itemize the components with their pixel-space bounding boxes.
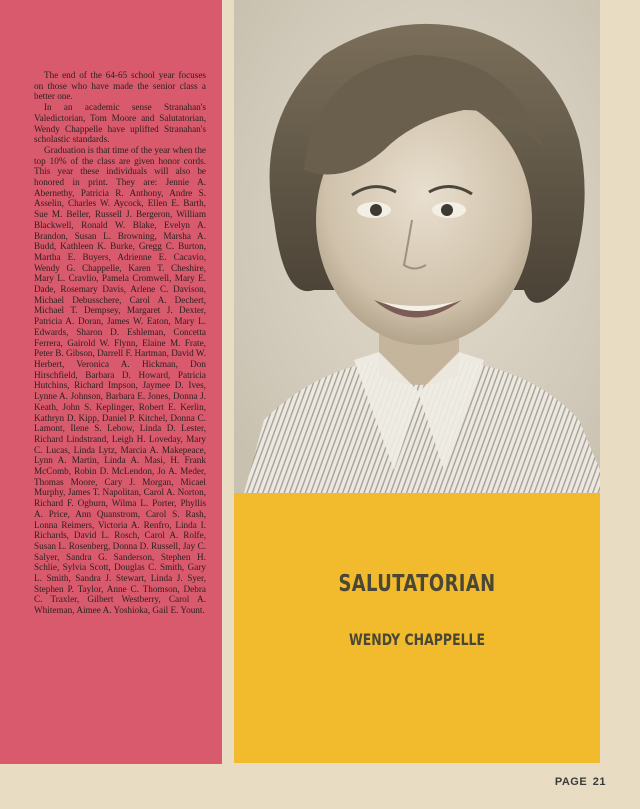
feature-title: SALUTATORIAN (338, 571, 496, 597)
page-number-value: 21 (592, 776, 606, 788)
article-paragraph-1: The end of the 64-65 school year focuses on those who have made the senior class a better one. (34, 70, 206, 102)
article-paragraph-2: In an academic sense Stranahan's Valedictorian, Tom Moore and Salutatorian, Wendy Chappelle have uplifted Stranahan's scholastic standards. (34, 102, 206, 145)
portrait-photo (234, 0, 600, 493)
honor-article (34, 70, 206, 616)
page-label: PAGE (554, 776, 588, 788)
article-paragraph-3: Graduation is that time of the year when the top 10% of the class are given honor cords. This year these individuals will also be honored in print. They are: Jennie A. Abernethy, Patricia R. Anthony, Andre S. Asselin, Charles W. Aycock, Ellen E. Barth, Sue M. Beller, Russell J. Bergeron, William Blackwell, Ronald W. Blake, Evelyn A. Brandon, Susan L. Browning, Marsha A. Budd, Kathleen K. Burke, Gregg C. Burton, Martha E. Buyers, Adrienne E. Cacavio, Wendy G. Chappelle, Karen T. Cheshire, Mary L. Cravlio, Pamela Cromwell, Mary E. Dade, Rosemary Davis, Arlene C. Davison, Michael Debusschere, Carol A. Dechert, Michael T. Dempsey, Margaret J. Dexter, Patricia A. Doran, James W. Eaton, Mary L. Edwards, Sharon D. Eshleman, Concetta Ferrera, Gairold W. Flynn, Elaine M. Frate, Peter B. Gibson, Darrell F. Hartman, David W. Herbert, Veronica A. Hickman, Don Hirschfield, Barbara D. Howard, Patricia Hutchins, Richard Impson, Jaymee D. Ives, Lynne A. Johnson, Barbara E. Jones, Donna J. Keath, John S. Keplinger, Robert E. Kerlin, Kathryn D. Kipp, Daniel P. Kitchel, Donna C. Lamont, Ilene S. Lebow, Linda D. Lester, Richard Lindstrand, Leigh H. Loveday, Mary C. Lucas, Linda Lytz, Marcia A. Makepeace, Lynn A. Martin, Linda A. Masi, H. Frank McComb, Robin D. McLendon, Jo A. Meder, Thomas Moore, Cary J. Morgan, Micael Murphy, James T. Napolitan, Carol A. Norton, Richard F. Ogburn, Wilma L. Porter, Phyllis A. Price, Ann Quanstrom, Carol S. Rash, Lonna Reimers, Victoria A. Renfro, Linda I. Richards, David L. Rosch, Carol A. Rolfe, Susan L. Rosenberg, Donna D. Russell, Jay C. Salyer, Sandra G. Sanderson, Stephen H. Schlie, Sylvia Scott, Douglas C. Smith, Gary L. Smith, Sandra J. Stewart, Linda J. Syer, Stephen P. Taylor, Anne C. Thomson, Debra C. Traxler, Gilbert Westberry, Carol A. Whiteman, Aimee A. Yoshioka, Gail E. Yount. (34, 144, 206, 616)
portrait-illustration (234, 0, 600, 493)
honor-list-column (0, 0, 222, 764)
feature-name: WENDY CHAPPELLE (348, 630, 486, 649)
feature-panel (234, 493, 600, 763)
page-number (553, 776, 606, 788)
